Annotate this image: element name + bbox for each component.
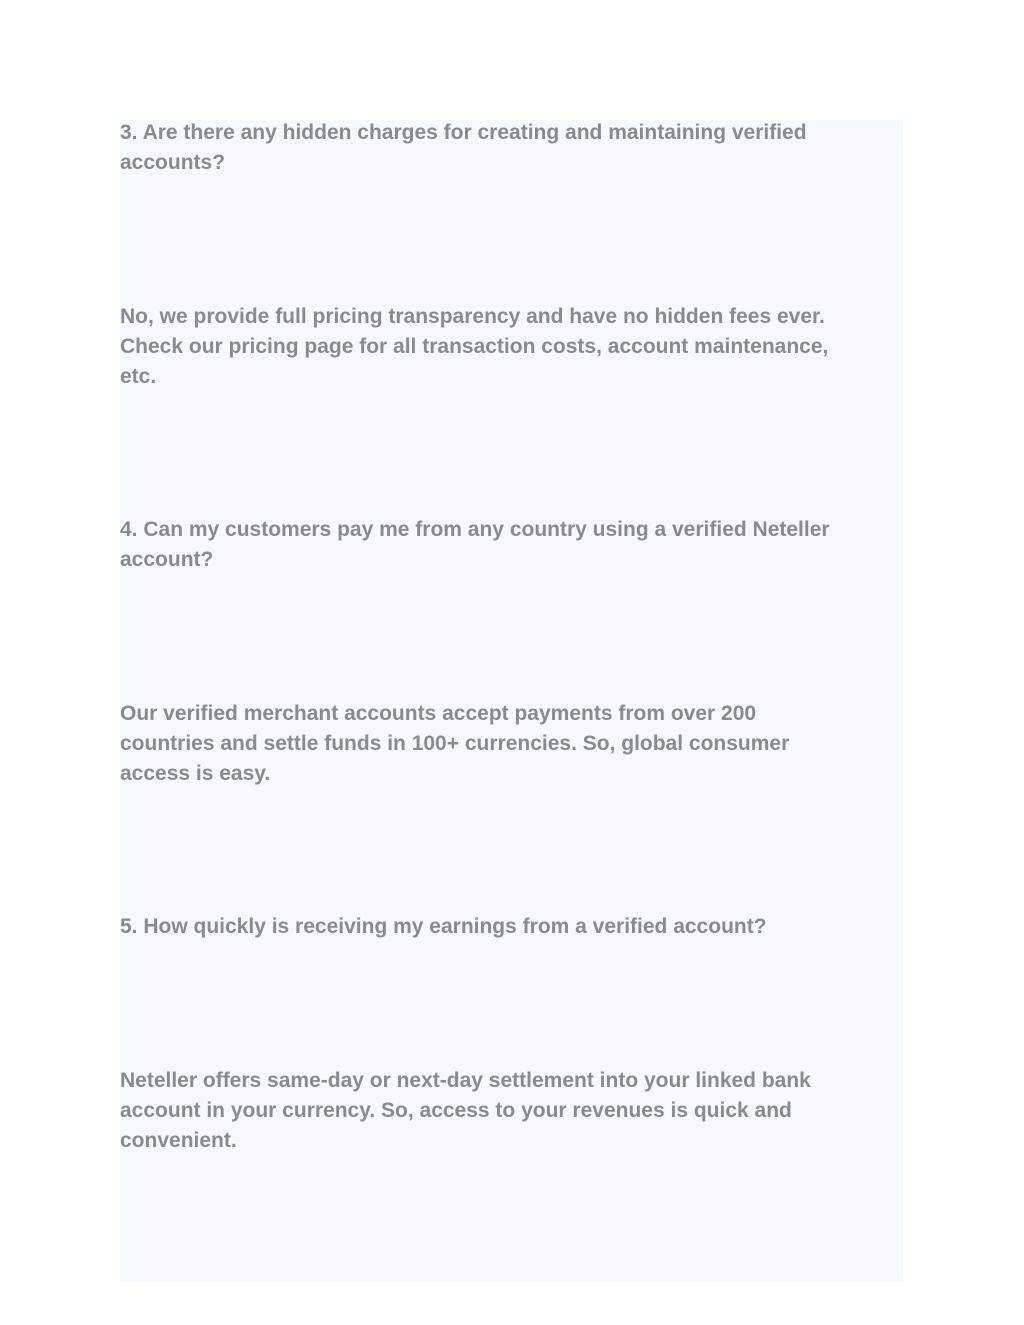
faq-question-5 [120,912,900,942]
faq-question-3-line-2: accounts? [120,151,226,174]
faq-answer-5-line-3: convenient. [120,1129,237,1152]
faq-answer-4-line-3: access is easy. [120,762,271,785]
faq-question-3 [120,118,900,178]
faq-answer-4 [120,699,900,789]
faq-question-5-line-1: 5. How quickly is receiving my earnings from a verified account? [120,915,767,938]
faq-question-4 [120,515,900,575]
faq-answer-3 [120,302,900,392]
faq-question-4-line-1: 4. Can my customers pay me from any country using a verified Neteller [120,518,830,541]
faq-answer-4-line-2: countries and settle funds in 100+ currencies. So, global consumer [120,732,790,755]
faq-answer-3-line-1: No, we provide full pricing transparency and have no hidden fees ever. [120,305,825,328]
faq-answer-3-line-3: etc. [120,365,157,388]
faq-answer-5-line-2: account in your currency. So, access to your revenues is quick and [120,1099,792,1122]
faq-question-3-line-1: 3. Are there any hidden charges for creating and maintaining verified [120,121,807,144]
faq-question-4-line-2: account? [120,548,214,571]
faq-answer-3-line-2: Check our pricing page for all transaction costs, account maintenance, [120,335,829,358]
faq-answer-4-line-1: Our verified merchant accounts accept payments from over 200 [120,702,757,725]
faq-answer-5 [120,1066,900,1156]
faq-answer-5-line-1: Neteller offers same-day or next-day settlement into your linked bank [120,1069,811,1092]
